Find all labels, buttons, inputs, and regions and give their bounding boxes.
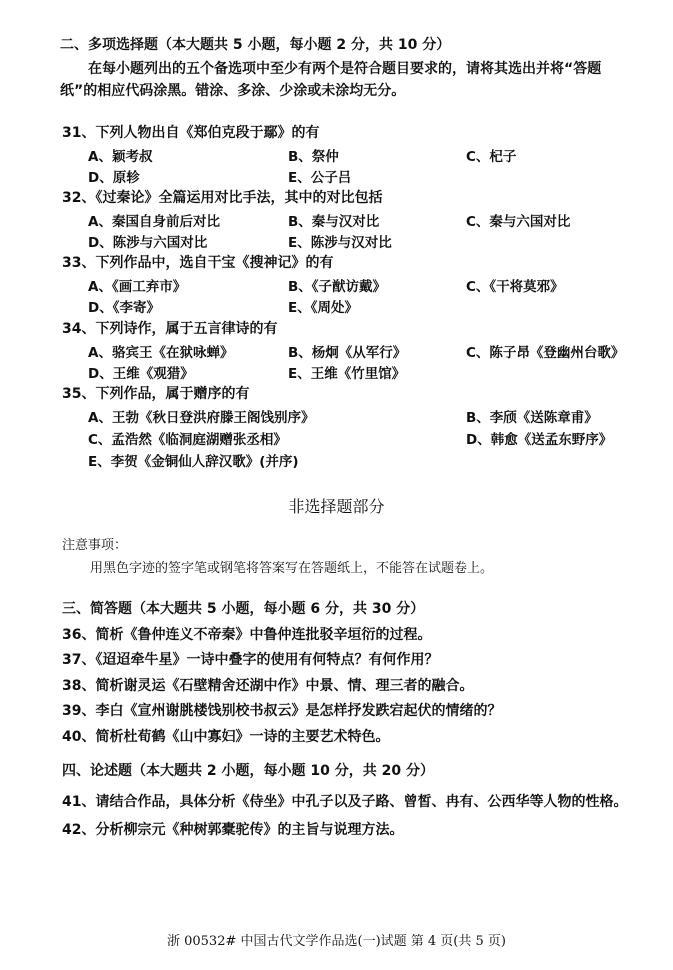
section2-instruction-line1: 在每小题列出的五个备选项中至少有两个是符合题目要求的，请将其选出并将“答题 bbox=[88, 61, 602, 77]
question-34-option-c: C、陈子昂《登幽州台歌》 bbox=[466, 345, 625, 361]
question-33-option-b: B、《子猷访戴》 bbox=[288, 279, 387, 295]
question-31-stem: 31、下列人物出自《郑伯克段于鄢》的有 bbox=[62, 125, 320, 141]
question-41: 41、请结合作品，具体分析《侍坐》中孔子以及子路、曾皙、冉有、公西华等人物的性格。 bbox=[62, 794, 628, 810]
section3-heading: 三、简答题（本大题共 5 小题，每小题 6 分，共 30 分） bbox=[62, 601, 425, 617]
question-35-option-c: C、孟浩然《临洞庭湖赠张丞相》 bbox=[88, 432, 287, 448]
question-34-option-d: D、王维《观猎》 bbox=[88, 366, 194, 382]
question-42: 42、分析柳宗元《种树郭橐驼传》的主旨与说理方法。 bbox=[62, 822, 404, 838]
nonchoice-title: 非选择题部分 bbox=[288, 497, 385, 516]
question-33-option-a: A、《画工弃市》 bbox=[88, 279, 187, 295]
notice-text: 用黑色字迹的签字笔或钢笔将答案写在答题纸上，不能答在试题卷上。 bbox=[90, 561, 494, 576]
question-36: 36、简析《鲁仲连义不帝秦》中鲁仲连批驳辛垣衍的过程。 bbox=[62, 627, 432, 643]
question-39: 39、李白《宣州谢朓楼饯别校书叔云》是怎样抒发跌宕起伏的情绪的？ bbox=[62, 703, 502, 719]
question-35-option-d: D、韩愈《送孟东野序》 bbox=[466, 432, 613, 448]
question-35-option-e: E、李贺《金铜仙人辞汉歌》(并序) bbox=[88, 454, 299, 470]
question-32-stem: 32、《过秦论》全篇运用对比手法，其中的对比包括 bbox=[62, 190, 383, 206]
page-footer: 浙 00532# 中国古代文学作品选(一)试题 第 4 页(共 5 页) bbox=[166, 934, 506, 949]
question-32-option-b: B、秦与汉对比 bbox=[288, 214, 380, 230]
question-34-stem: 34、下列诗作，属于五言律诗的有 bbox=[62, 321, 278, 337]
question-33-option-e: E、《周处》 bbox=[288, 300, 358, 316]
question-35-stem: 35、下列作品，属于赠序的有 bbox=[62, 386, 250, 402]
question-31-option-c: C、杞子 bbox=[466, 149, 517, 165]
section2-instruction-line2: 纸”的相应代码涂黑。错涂、多涂、少涂或未涂均无分。 bbox=[60, 83, 406, 99]
question-31-option-b: B、祭仲 bbox=[288, 149, 339, 165]
question-32-option-a: A、秦国自身前后对比 bbox=[88, 214, 220, 230]
notice-label: 注意事项： bbox=[62, 538, 128, 553]
question-37: 37、《迢迢牵牛星》一诗中叠字的使用有何特点？有何作用？ bbox=[62, 652, 439, 668]
question-31-option-d: D、原轸 bbox=[88, 170, 140, 186]
question-34-option-b: B、杨炯《从军行》 bbox=[288, 345, 407, 361]
question-35-option-b: B、李颀《送陈章甫》 bbox=[466, 410, 598, 426]
question-35-option-a: A、王勃《秋日登洪府滕王阁饯别序》 bbox=[88, 410, 315, 426]
section4-heading: 四、论述题（本大题共 2 小题，每小题 10 分，共 20 分） bbox=[62, 763, 434, 779]
question-40: 40、简析杜荀鹤《山中寡妇》一诗的主要艺术特色。 bbox=[62, 729, 390, 745]
question-31-option-a: A、颖考叔 bbox=[88, 149, 153, 165]
question-32-option-c: C、秦与六国对比 bbox=[466, 214, 571, 230]
question-33-option-d: D、《李寄》 bbox=[88, 300, 160, 316]
question-32-option-e: E、陈涉与汉对比 bbox=[288, 235, 392, 251]
question-32-option-d: D、陈涉与六国对比 bbox=[88, 235, 208, 251]
question-34-option-a: A、骆宾王《在狱咏蝉》 bbox=[88, 345, 234, 361]
question-38: 38、简析谢灵运《石壁精舍还湖中作》中景、情、理三者的融合。 bbox=[62, 678, 474, 694]
question-31-option-e: E、公子吕 bbox=[288, 170, 352, 186]
question-34-option-e: E、王维《竹里馆》 bbox=[288, 366, 406, 382]
section2-heading: 二、多项选择题（本大题共 5 小题，每小题 2 分，共 10 分） bbox=[60, 37, 451, 53]
question-33-option-c: C、《干将莫邪》 bbox=[466, 279, 564, 295]
question-33-stem: 33、下列作品中，选自干宝《搜神记》的有 bbox=[62, 255, 334, 271]
